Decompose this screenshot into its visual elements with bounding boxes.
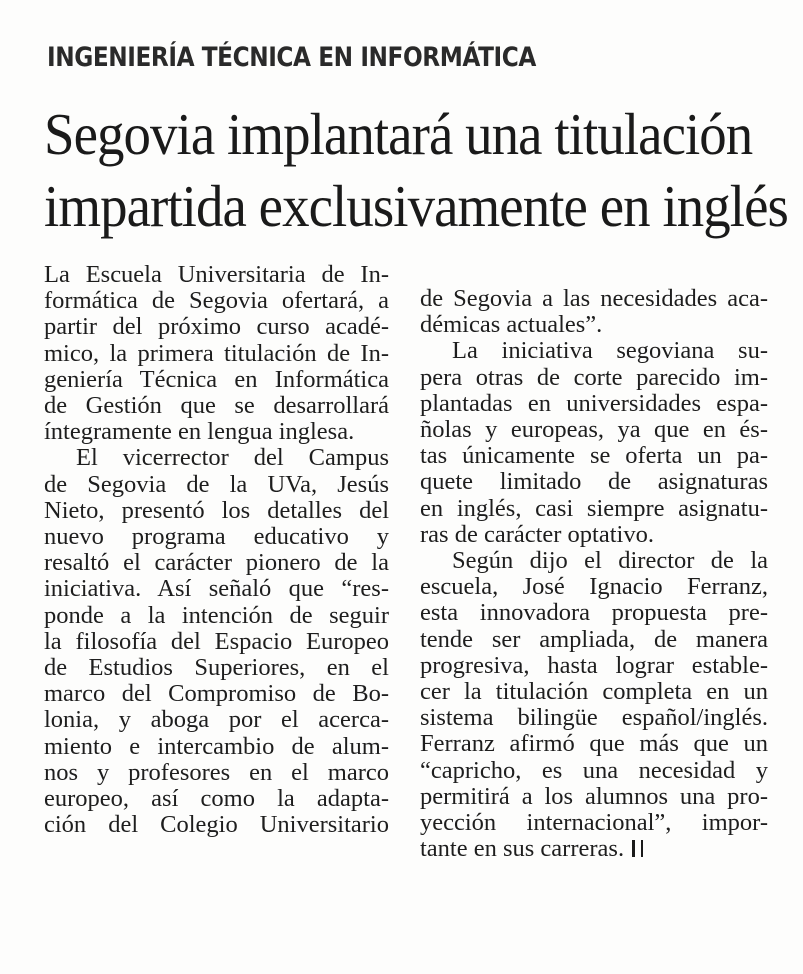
body-line: formática de Segovia ofertará, a bbox=[44, 287, 389, 315]
body-line: quete limitado de asignaturas bbox=[420, 468, 768, 496]
body-line: partir del próximo curso acadé- bbox=[44, 313, 389, 341]
body-line: démicas actuales”. bbox=[420, 311, 603, 339]
body-line: de Segovia de la UVa, Jesús bbox=[44, 470, 389, 498]
body-line: La Escuela Universitaria de In- bbox=[44, 261, 389, 288]
body-line: resaltó el carácter pionero de la bbox=[44, 549, 389, 577]
body-line: Ferranz afirmó que más que un bbox=[420, 730, 768, 758]
headline bbox=[44, 98, 788, 242]
body-line: íntegramente en lengua inglesa. bbox=[44, 418, 355, 446]
body-line: tas únicamente se oferta un pa- bbox=[420, 442, 768, 470]
body-line: mico, la primera titulación de In- bbox=[44, 339, 389, 367]
body-line: permitirá a los alumnos una pro- bbox=[420, 782, 768, 810]
body-line: tende ser ampliada, de manera bbox=[420, 625, 768, 653]
headline-line-2: impartida exclusivamente en inglés bbox=[44, 173, 788, 239]
body-column-right bbox=[420, 286, 768, 862]
body-line: pera otras de corte parecido im- bbox=[420, 363, 768, 391]
body-line: europeo, así como la adapta- bbox=[44, 785, 389, 813]
body-line: ras de carácter optativo. bbox=[420, 520, 654, 548]
body-line: Nieto, presentó los detalles del bbox=[44, 496, 389, 524]
body-line: de Segovia a las necesidades aca- bbox=[420, 285, 768, 312]
body-line: progresiva, hasta lograr estable- bbox=[420, 651, 768, 679]
body-line: Según dijo el director de la bbox=[452, 547, 768, 575]
body-line-text: tante en sus carreras. bbox=[420, 835, 625, 863]
section-kicker: INGENIERÍA TÉCNICA EN INFORMÁTICA bbox=[47, 42, 536, 73]
body-line: lonia, y aboga por el acerca- bbox=[44, 706, 389, 734]
body-line: esta innovadora propuesta pre- bbox=[420, 599, 768, 627]
body-line: La iniciativa segoviana su- bbox=[452, 337, 768, 365]
body-line: plantadas en universidades espa- bbox=[420, 389, 768, 417]
body-line: “capricho, es una necesidad y bbox=[420, 756, 768, 784]
body-line-final bbox=[420, 836, 768, 862]
body-line: de Estudios Superiores, en el bbox=[44, 654, 389, 682]
end-mark-icon bbox=[632, 840, 643, 857]
body-column-left bbox=[44, 262, 389, 838]
body-line: escuela, José Ignacio Ferranz, bbox=[420, 573, 768, 601]
body-line: geniería Técnica en Informática bbox=[44, 365, 389, 393]
body-line: marco del Compromiso de Bo- bbox=[44, 680, 389, 708]
body-line: El vicerrector del Campus bbox=[76, 444, 389, 472]
body-line: iniciativa. Así señaló que “res- bbox=[44, 575, 389, 603]
body-line: ponde a la intención de seguir bbox=[44, 601, 389, 629]
body-line: yección internacional”, impor- bbox=[420, 809, 768, 837]
body-line: ñolas y europeas, ya que en és- bbox=[420, 416, 768, 444]
body-line: de Gestión que se desarrollará bbox=[44, 392, 389, 420]
body-line: en inglés, casi siempre asignatu- bbox=[420, 494, 768, 522]
body-line: nos y profesores en el marco bbox=[44, 758, 389, 786]
body-line: miento e intercambio de alum- bbox=[44, 732, 389, 760]
headline-line-1: Segovia implantará una titulación bbox=[44, 101, 753, 167]
body-line: la filosofía del Espacio Europeo bbox=[44, 627, 389, 655]
body-line: nuevo programa educativo y bbox=[44, 523, 389, 551]
body-line: cer la titulación completa en un bbox=[420, 678, 768, 706]
body-line: ción del Colegio Universitario bbox=[44, 811, 389, 839]
body-line: sistema bilingüe español/inglés. bbox=[420, 704, 768, 732]
